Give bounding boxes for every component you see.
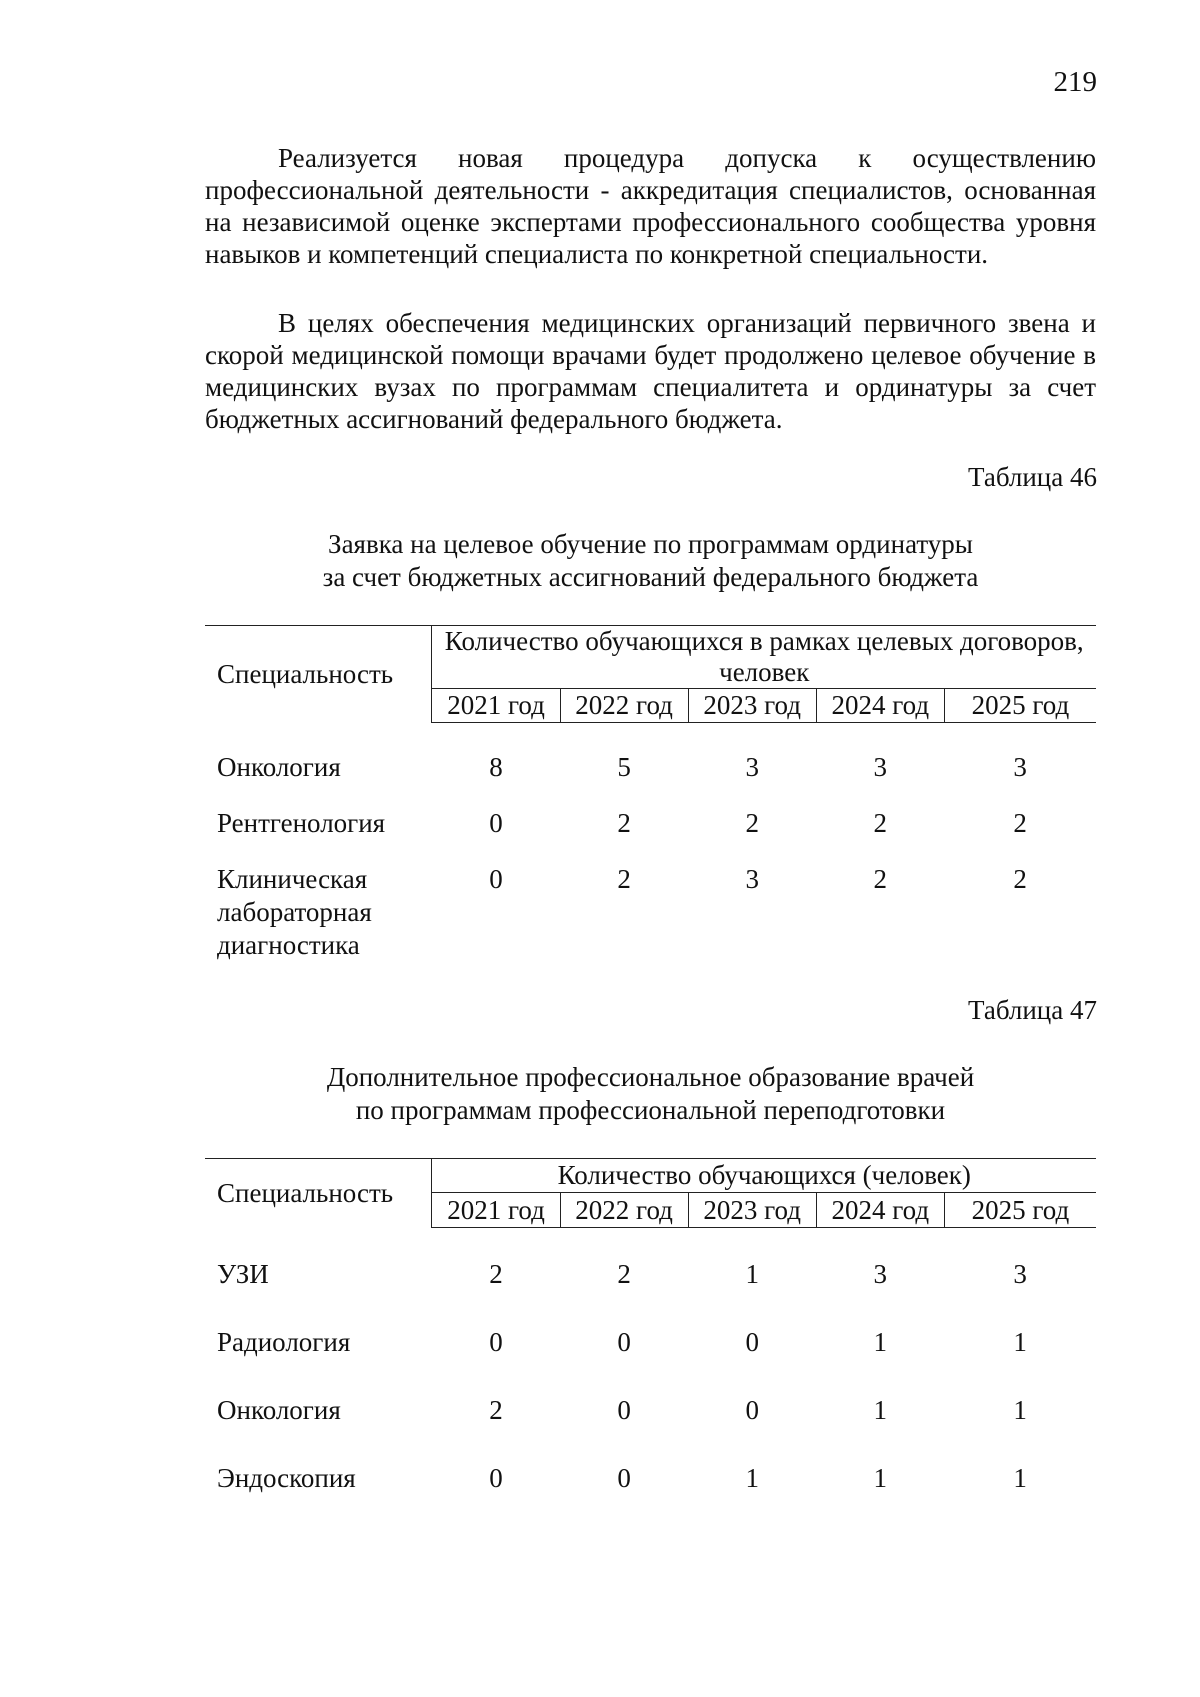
cell-value: 1 xyxy=(1013,1463,1027,1493)
cell-value: 2 xyxy=(745,808,759,838)
table-row xyxy=(205,863,1096,962)
column-header-year: 2022 год xyxy=(560,689,688,723)
cell-value: 0 xyxy=(745,1327,759,1357)
table-47-title-line-1: Дополнительное профессиональное образование врачей xyxy=(326,1062,975,1092)
cell-value: 0 xyxy=(617,1395,631,1425)
table-row xyxy=(205,1394,1096,1462)
cell-value: 0 xyxy=(489,1463,503,1493)
paragraph-accreditation: Реализуется новая процедура допуска к осуществлению профессиональной деятельности - аккредитация специалистов, основанная на независимой оценке экспертами профессионального сообщества уровня навыков и компетенций специалиста по конкретной специальности. xyxy=(205,143,1096,269)
column-header-year: 2024 год xyxy=(816,689,944,723)
cell-value: 1 xyxy=(1013,1395,1027,1425)
table-row xyxy=(205,1326,1096,1394)
cell-value: 1 xyxy=(745,1259,759,1289)
table-row xyxy=(205,723,1096,808)
cell-value: 1 xyxy=(873,1463,888,1493)
table-46-label: Таблица 46 xyxy=(968,462,1097,492)
column-group-header: Количество обучающихся в рамках целевых договоров, человек xyxy=(432,626,1096,689)
table-46-title-line-1: Заявка на целевое обучение по программам ординатуры xyxy=(328,529,973,559)
cell-value: 3 xyxy=(1013,1259,1027,1289)
cell-value: 2 xyxy=(617,1259,631,1289)
cell-value: 0 xyxy=(489,864,503,894)
cell-value: 0 xyxy=(745,1395,759,1425)
cell-value: 2 xyxy=(617,808,631,838)
page-number: 219 xyxy=(1053,66,1097,98)
cell-value: 2 xyxy=(873,808,888,838)
cell-value: 1 xyxy=(745,1463,759,1493)
row-specialty: Рентгенология xyxy=(217,808,386,838)
column-header-specialty: Специальность xyxy=(205,1159,432,1228)
cell-value: 2 xyxy=(489,1395,503,1425)
cell-value: 0 xyxy=(489,808,503,838)
column-header-year: 2024 год xyxy=(816,1193,944,1228)
table-row xyxy=(205,1462,1096,1495)
column-header-year: 2023 год xyxy=(688,689,816,723)
column-header-year: 2025 год xyxy=(944,1193,1096,1228)
column-header-year: 2021 год xyxy=(432,1193,560,1228)
cell-value: 1 xyxy=(1013,1327,1027,1357)
column-group-header: Количество обучающихся (человек) xyxy=(432,1159,1096,1193)
table-47-title xyxy=(205,1061,1096,1127)
cell-value: 2 xyxy=(1013,864,1027,894)
cell-value: 2 xyxy=(873,864,888,894)
table-row xyxy=(205,1228,1096,1327)
cell-value: 1 xyxy=(873,1327,888,1357)
cell-value: 2 xyxy=(1013,808,1027,838)
table-46-title xyxy=(205,528,1096,594)
row-specialty: Онкология xyxy=(217,751,341,782)
column-header-year: 2025 год xyxy=(944,689,1096,723)
table-47 xyxy=(205,1158,1096,1495)
cell-value: 2 xyxy=(617,864,631,894)
table-46 xyxy=(205,625,1096,962)
paragraph-targeted-training: В целях обеспечения медицинских организаций первичного звена и скорой медицинской помощи врачами будет продолжено целевое обучение в медицинских вузах по программам специалитета и ординатуры за счет бюджетных ассигнований федерального бюджета. xyxy=(205,308,1096,434)
row-specialty: Онкология xyxy=(217,1395,341,1425)
cell-value: 5 xyxy=(617,752,631,782)
row-specialty: Эндоскопия xyxy=(217,1463,356,1493)
cell-value: 2 xyxy=(489,1259,503,1289)
column-header-year: 2022 год xyxy=(560,1193,688,1228)
column-header-specialty: Специальность xyxy=(205,626,432,723)
row-specialty: УЗИ xyxy=(217,1258,269,1289)
table-row xyxy=(205,807,1096,863)
cell-value: 0 xyxy=(617,1327,631,1357)
column-header-year: 2023 год xyxy=(688,1193,816,1228)
cell-value: 3 xyxy=(1013,752,1027,782)
cell-value: 8 xyxy=(489,752,503,782)
table-47-title-line-2: по программам профессиональной переподготовки xyxy=(355,1095,946,1125)
cell-value: 3 xyxy=(745,752,759,782)
cell-value: 0 xyxy=(617,1463,631,1493)
row-specialty: Клиническая лабораторная диагностика xyxy=(217,864,372,960)
column-header-year: 2021 год xyxy=(432,689,560,723)
table-46-title-line-2: за счет бюджетных ассигнований федерального бюджета xyxy=(322,562,979,592)
row-specialty: Радиология xyxy=(217,1327,351,1357)
cell-value: 0 xyxy=(489,1327,503,1357)
cell-value: 3 xyxy=(873,1259,888,1289)
table-47-label: Таблица 47 xyxy=(968,995,1097,1025)
cell-value: 3 xyxy=(873,752,888,782)
cell-value: 1 xyxy=(873,1395,888,1425)
cell-value: 3 xyxy=(745,864,759,894)
